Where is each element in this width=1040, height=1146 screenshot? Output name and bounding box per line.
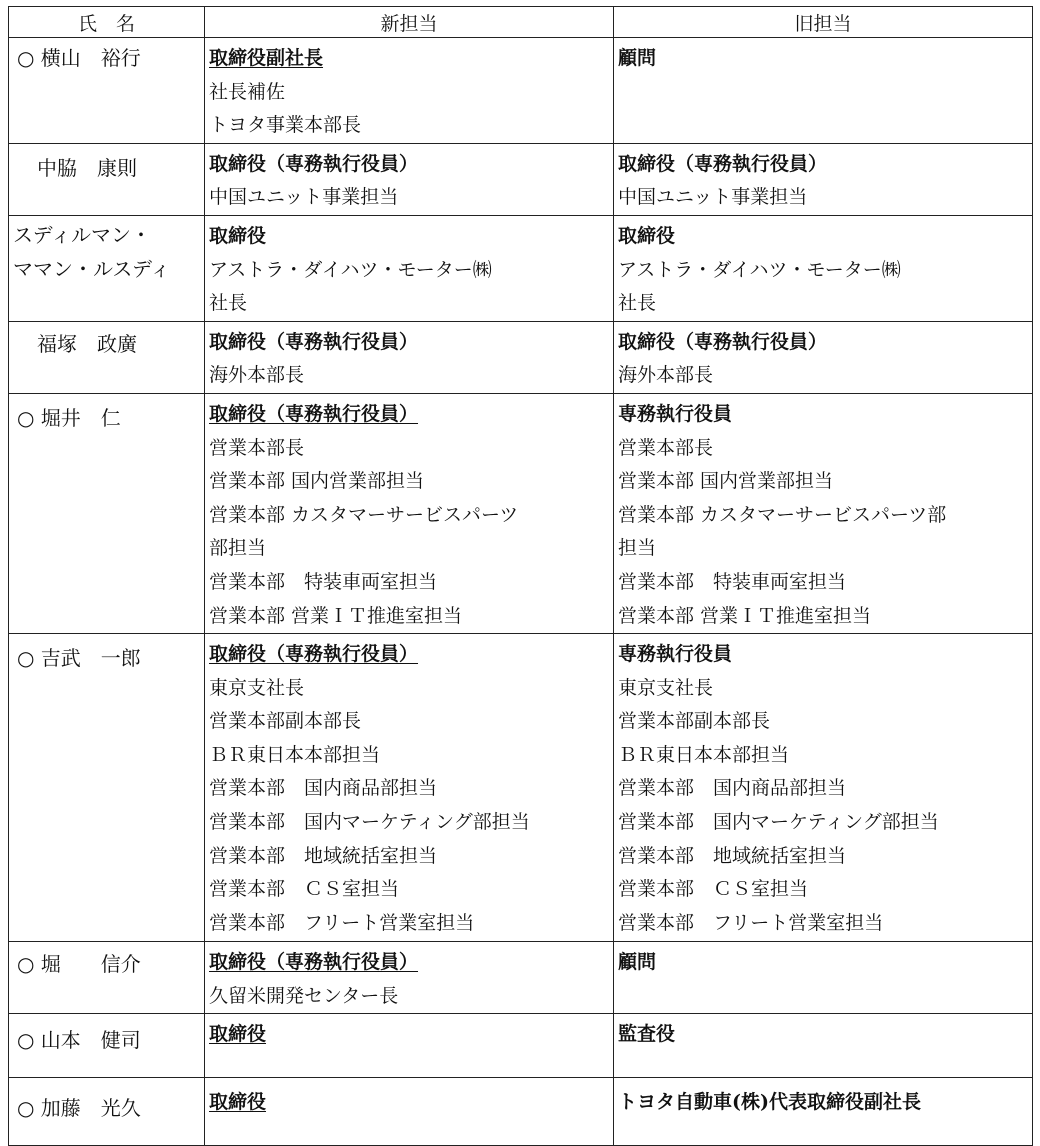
- new-duty: 営業本部 カスタマーサービスパーツ: [209, 503, 519, 526]
- table-row: [9, 942, 1033, 1014]
- new-duty: 東京支社長: [209, 676, 305, 699]
- new-duty: ＢＲ東日本本部担当: [209, 743, 381, 766]
- new-duty: アストラ・ダイハツ・モーター㈱: [209, 258, 492, 281]
- old-title: 専務執行役員: [618, 402, 733, 425]
- new-duty: 社長補佐: [209, 80, 286, 103]
- old-duty: 東京支社長: [618, 676, 714, 699]
- old-title: 取締役: [618, 224, 676, 247]
- officer-name: ○ 横山 裕行: [17, 46, 141, 70]
- new-duty: 社長: [209, 292, 248, 315]
- new-title: 取締役: [209, 1091, 267, 1114]
- new-duty: 営業本部副本部長: [209, 710, 362, 733]
- new-title: 取締役: [209, 1023, 267, 1046]
- table-row: [9, 321, 1033, 393]
- new-duty: 営業本部 地域統括室担当: [209, 844, 438, 867]
- officer-name: ○ 加藤 光久: [17, 1096, 141, 1121]
- new-duty: 営業本部 国内マーケティング部担当: [209, 811, 530, 834]
- new-title: 取締役: [209, 224, 267, 247]
- header-old-assignment: 旧担当: [614, 7, 1033, 38]
- table-row: [9, 1014, 1033, 1078]
- officer-name: 中脇 康則: [17, 155, 137, 180]
- old-title: 顧問: [618, 47, 657, 69]
- old-duty: 営業本部 営業ＩＴ推進室担当: [618, 604, 872, 627]
- new-duty: 海外本部長: [209, 364, 305, 387]
- new-duty: 久留米開発センター長: [209, 984, 399, 1007]
- old-duty: 営業本部 国内商品部担当: [618, 777, 847, 800]
- table-row: [9, 1078, 1033, 1146]
- header-row: [9, 7, 1033, 38]
- old-duty: 営業本部 地域統括室担当: [618, 844, 847, 867]
- officer-name: 福塚 政廣: [17, 331, 137, 356]
- table-row: [9, 215, 1033, 321]
- old-duty: 海外本部長: [618, 364, 714, 387]
- table-row: [9, 393, 1033, 633]
- new-duty: 部担当: [209, 537, 267, 560]
- new-duty: 営業本部 営業ＩＴ推進室担当: [209, 604, 463, 627]
- old-title: 顧問: [618, 951, 657, 974]
- officer-name: スディルマン・ ママン・ルスディ: [13, 222, 171, 281]
- header-new-assignment: 新担当: [205, 7, 614, 38]
- new-title: 取締役（専務執行役員）: [209, 643, 419, 666]
- new-duty: 中国ユニット事業担当: [209, 186, 399, 209]
- old-duty: 担当: [618, 537, 657, 560]
- new-duty: 営業本部 国内商品部担当: [209, 777, 438, 800]
- old-duty: 営業本部 フリート営業室担当: [618, 911, 884, 934]
- old-duty: 営業本部 国内マーケティング部担当: [618, 811, 939, 834]
- old-duty: 営業本部 カスタマーサービスパーツ部: [618, 503, 947, 526]
- old-title: 専務執行役員: [618, 643, 733, 666]
- old-duty: 営業本部長: [618, 436, 714, 459]
- old-duty: 営業本部副本部長: [618, 710, 771, 733]
- officer-name: ○ 吉武 一郎: [17, 646, 141, 671]
- new-duty: 営業本部 ＣＳ室担当: [209, 878, 400, 901]
- officer-assignment-table: [8, 6, 1033, 1146]
- officer-name: ○ 堀 信介: [17, 952, 141, 977]
- old-duty: ＢＲ東日本本部担当: [618, 743, 790, 766]
- officer-name: ○ 山本 健司: [17, 1028, 141, 1053]
- old-title: 取締役（専務執行役員）: [618, 152, 828, 175]
- old-title: 監査役: [618, 1023, 676, 1046]
- new-title: 取締役（専務執行役員）: [209, 951, 419, 974]
- old-duty: 営業本部 ＣＳ室担当: [618, 878, 809, 901]
- old-duty: 営業本部 国内営業部担当: [618, 470, 834, 493]
- old-duty: 営業本部 特装車両室担当: [618, 570, 847, 593]
- new-title: 取締役副社長: [209, 47, 324, 69]
- new-duty: 営業本部 フリート営業室担当: [209, 911, 475, 934]
- table-row: [9, 634, 1033, 942]
- old-title: トヨタ自動車(株)代表取締役副社長: [618, 1091, 921, 1114]
- new-title: 取締役（専務執行役員）: [209, 330, 419, 353]
- officer-name: ○ 堀井 仁: [17, 405, 121, 430]
- old-duty: 社長: [618, 292, 657, 315]
- new-duty: 営業本部 特装車両室担当: [209, 570, 438, 593]
- new-title: 取締役（専務執行役員）: [209, 402, 419, 425]
- old-title: 取締役（専務執行役員）: [618, 330, 828, 353]
- old-duty: 中国ユニット事業担当: [618, 186, 808, 209]
- header-name: 氏 名: [9, 7, 205, 38]
- table-row: [9, 38, 1033, 144]
- new-duty: 営業本部 国内営業部担当: [209, 470, 425, 493]
- new-duty: 営業本部長: [209, 436, 305, 459]
- old-duty: アストラ・ダイハツ・モーター㈱: [618, 258, 901, 281]
- table-row: [9, 143, 1033, 215]
- new-title: 取締役（専務執行役員）: [209, 152, 419, 175]
- new-duty: トヨタ事業本部長: [209, 114, 362, 137]
